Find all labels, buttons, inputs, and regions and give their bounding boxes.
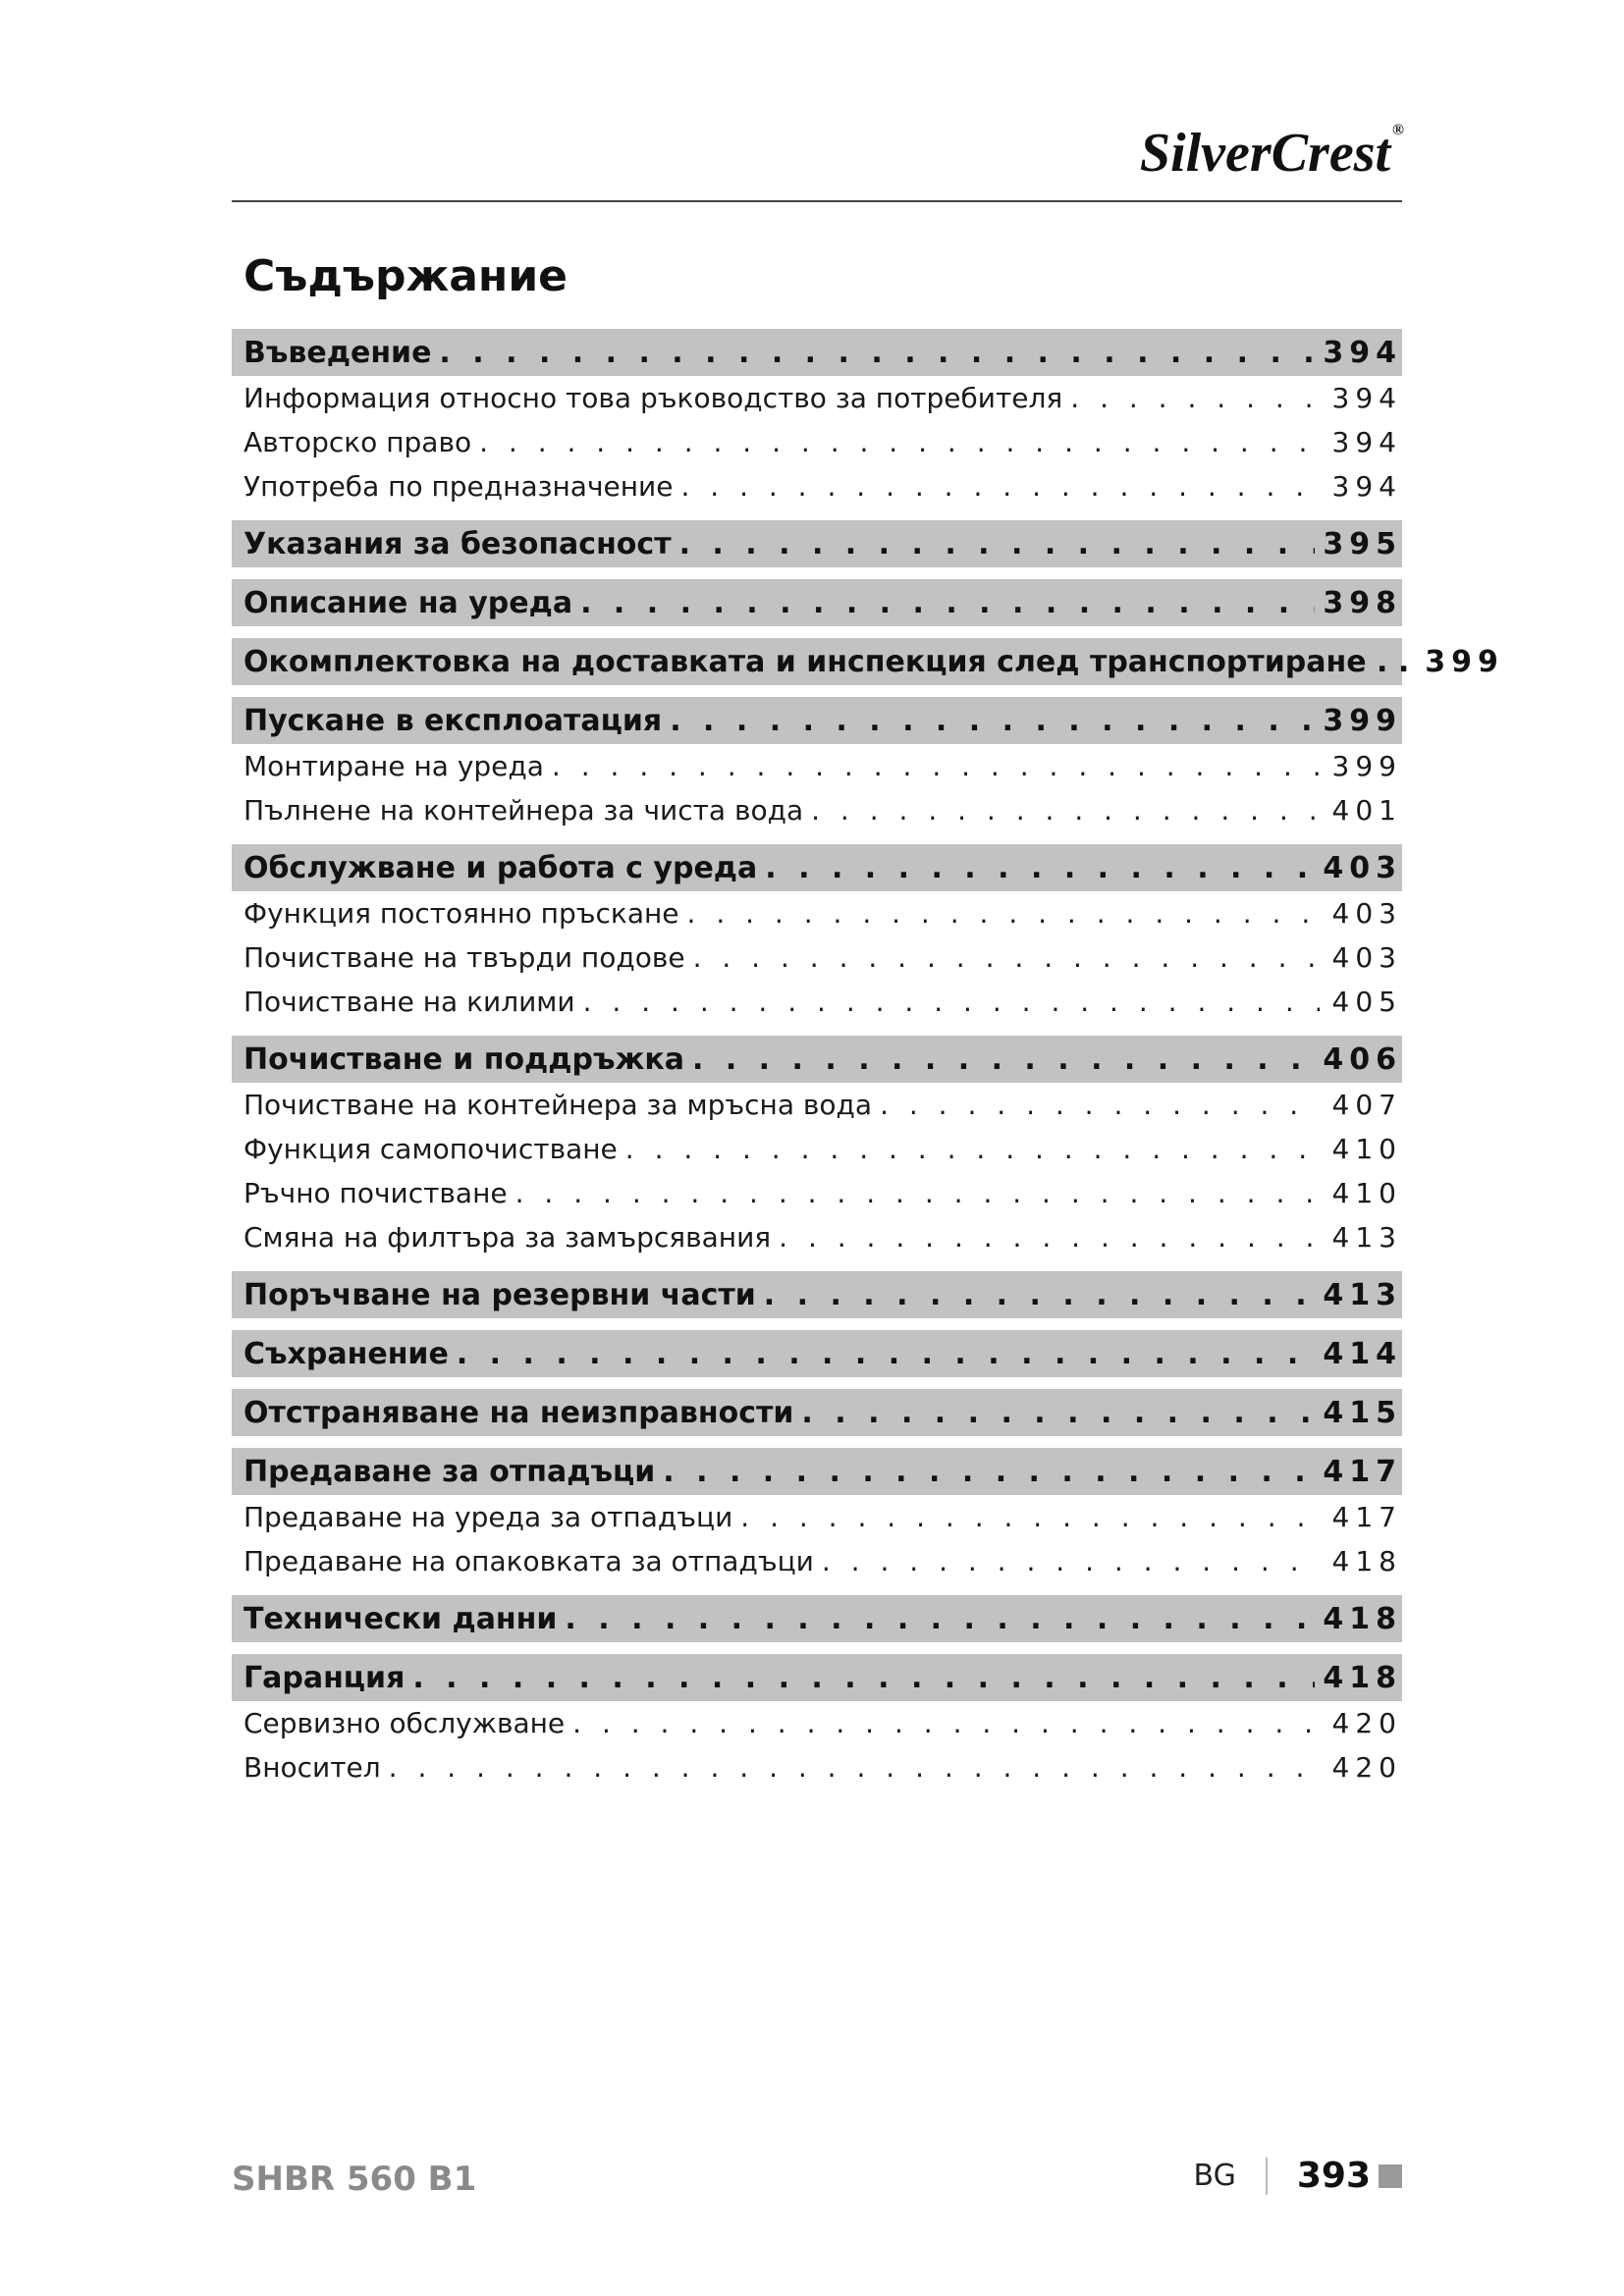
toc-leader-dots — [811, 794, 1320, 827]
toc-section — [232, 844, 1402, 891]
footer-language: BG — [1193, 2159, 1236, 2193]
toc-entry-page: 418 — [1323, 1601, 1402, 1636]
toc-leader-dots — [572, 1707, 1320, 1739]
toc-entry-page: 418 — [1331, 1545, 1402, 1577]
toc-subsection — [232, 891, 1402, 935]
toc-leader-dots — [412, 1661, 1315, 1695]
toc-entry-page: 403 — [1331, 897, 1402, 930]
toc-section — [232, 1389, 1402, 1436]
toc-entry-label: Съхранение — [244, 1336, 449, 1371]
toc-leader-dots — [692, 1042, 1315, 1077]
toc-entry-label: Пълнене на контейнера за чиста вода — [244, 794, 804, 827]
toc-entry-label: Указания за безопасност — [244, 526, 672, 561]
toc-entry-page: 420 — [1331, 1707, 1402, 1739]
toc-entry-page: 394 — [1331, 470, 1402, 503]
toc-entry-label: Монтиране на уреда — [244, 750, 544, 782]
toc-entry-label: Авторско право — [244, 426, 472, 458]
toc-entry-label: Употреба по предназначение — [244, 470, 674, 503]
toc-subsection — [232, 1215, 1402, 1259]
toc-section — [232, 1654, 1402, 1701]
toc-section — [232, 579, 1402, 626]
toc-entry-label: Предаване на опаковката за отпадъци — [244, 1545, 814, 1577]
toc-subsection — [232, 376, 1402, 420]
table-of-contents — [232, 329, 1504, 1789]
toc-entry-label: Окомплектовка на доставката и инспекция след транспортиране . . — [244, 644, 1410, 679]
toc-entry-page: 401 — [1331, 794, 1402, 827]
toc-entry-page: 399 — [1331, 750, 1402, 782]
toc-entry-page: 410 — [1331, 1177, 1402, 1209]
toc-subsection — [232, 420, 1402, 464]
toc-entry-label: Почистване на твърди подове — [244, 941, 685, 974]
toc-entry-page: 415 — [1323, 1395, 1402, 1430]
toc-entry-label: Пускане в експлоатация — [244, 703, 663, 738]
toc-entry-label: Информация относно това ръководство за потребителя — [244, 382, 1063, 414]
toc-entry-label: Смяна на филтъра за замърсявания — [244, 1221, 772, 1254]
toc-entry-page: 403 — [1331, 941, 1402, 974]
toc-subsection — [232, 1127, 1402, 1171]
toc-entry-page: 417 — [1323, 1454, 1402, 1489]
toc-entry-label: Предаване на уреда за отпадъци — [244, 1501, 733, 1533]
toc-leader-dots — [583, 986, 1320, 1018]
toc-entry-label: Функция постоянно пръскане — [244, 897, 679, 930]
toc-leader-dots — [822, 1545, 1320, 1577]
toc-leader-dots — [679, 527, 1316, 561]
toc-subsection — [232, 1701, 1402, 1745]
toc-leader-dots — [670, 704, 1315, 738]
toc-subsection — [232, 1745, 1402, 1789]
toc-leader-dots — [765, 851, 1315, 885]
toc-subsection — [232, 744, 1402, 788]
footer-square-icon — [1379, 2164, 1402, 2188]
toc-leader-dots — [439, 336, 1315, 370]
toc-leader-dots — [580, 586, 1315, 620]
toc-entry-page: 394 — [1331, 382, 1402, 414]
toc-entry-label: Почистване и поддръжка — [244, 1041, 684, 1077]
toc-entry-page: 410 — [1331, 1133, 1402, 1165]
toc-entry-page: 395 — [1323, 526, 1402, 561]
toc-entry-page: 413 — [1323, 1277, 1402, 1312]
toc-entry-label: Сервизно обслужване — [244, 1707, 566, 1739]
toc-entry-page: 420 — [1331, 1751, 1402, 1784]
toc-subsection — [232, 1083, 1402, 1127]
toc-entry-label: Описание на уреда — [244, 585, 573, 620]
toc-leader-dots — [389, 1751, 1320, 1784]
toc-entry-page: 398 — [1323, 585, 1402, 620]
toc-entry-page: 394 — [1323, 335, 1402, 370]
toc-leader-dots — [625, 1133, 1320, 1165]
footer-page-info — [1194, 2156, 1402, 2196]
toc-entry-label: Предаване за отпадъци — [244, 1454, 656, 1489]
toc-leader-dots — [515, 1177, 1320, 1209]
page-title: Съдържание — [244, 251, 568, 301]
toc-leader-dots — [479, 426, 1320, 458]
toc-entry-label: Обслужване и работа с уреда — [244, 850, 758, 885]
toc-leader-dots — [552, 750, 1320, 782]
toc-section — [232, 329, 1402, 376]
toc-entry-page: 406 — [1323, 1041, 1402, 1077]
toc-section — [232, 638, 1504, 685]
toc-subsection — [232, 1171, 1402, 1215]
toc-section — [232, 1595, 1402, 1642]
toc-entry-page: 418 — [1323, 1660, 1402, 1695]
brand-name: SilverCrest — [1139, 123, 1391, 184]
toc-entry-page: 405 — [1331, 986, 1402, 1018]
toc-leader-dots — [680, 470, 1320, 503]
toc-leader-dots — [880, 1089, 1320, 1121]
toc-subsection — [232, 788, 1402, 832]
toc-leader-dots — [801, 1396, 1315, 1430]
toc-entry-page: 399 — [1323, 703, 1402, 738]
toc-entry-label: Почистване на контейнера за мръсна вода — [244, 1089, 873, 1121]
toc-section — [232, 1271, 1402, 1318]
toc-entry-page: 414 — [1323, 1336, 1402, 1371]
toc-leader-dots — [1070, 382, 1320, 414]
toc-entry-label: Почистване на килими — [244, 986, 575, 1018]
toc-entry-label: Отстраняване на неизправности — [244, 1395, 794, 1430]
toc-subsection — [232, 980, 1402, 1024]
toc-leader-dots — [764, 1278, 1316, 1312]
toc-leader-dots — [457, 1337, 1316, 1371]
toc-subsection — [232, 1495, 1402, 1539]
toc-entry-page: 413 — [1331, 1221, 1402, 1254]
toc-entry-page: 417 — [1331, 1501, 1402, 1533]
toc-leader-dots — [740, 1501, 1320, 1533]
toc-entry-page: 399 — [1425, 644, 1504, 679]
toc-entry-label: Технически данни — [244, 1601, 558, 1636]
toc-section — [232, 1448, 1402, 1495]
toc-subsection — [232, 464, 1402, 508]
toc-leader-dots — [565, 1602, 1315, 1636]
footer-page-number: 393 — [1296, 2156, 1371, 2196]
toc-leader-dots — [687, 897, 1320, 930]
toc-subsection — [232, 1539, 1402, 1583]
toc-leader-dots — [779, 1221, 1320, 1254]
toc-entry-label: Функция самопочистване — [244, 1133, 618, 1165]
toc-section — [232, 1036, 1402, 1083]
header-divider — [232, 200, 1402, 202]
toc-section — [232, 1330, 1402, 1377]
toc-entry-label: Гаранция — [244, 1660, 406, 1695]
toc-entry-label: Въведение — [244, 335, 432, 370]
footer-model: SHBR 560 B1 — [232, 2160, 477, 2199]
registered-mark: ® — [1392, 122, 1404, 138]
toc-subsection — [232, 935, 1402, 980]
toc-section — [232, 520, 1402, 567]
toc-leader-dots — [693, 941, 1320, 974]
toc-entry-page: 407 — [1331, 1089, 1402, 1121]
toc-section — [232, 697, 1402, 744]
toc-entry-page: 403 — [1323, 850, 1402, 885]
toc-leader-dots — [663, 1455, 1315, 1489]
toc-entry-label: Ръчно почистване — [244, 1177, 508, 1209]
toc-entry-label: Вносител — [244, 1751, 381, 1784]
toc-entry-label: Поръчване на резервни части — [244, 1277, 756, 1312]
brand-logo — [1140, 122, 1404, 185]
footer-separator — [1266, 2158, 1268, 2195]
toc-entry-page: 394 — [1331, 426, 1402, 458]
